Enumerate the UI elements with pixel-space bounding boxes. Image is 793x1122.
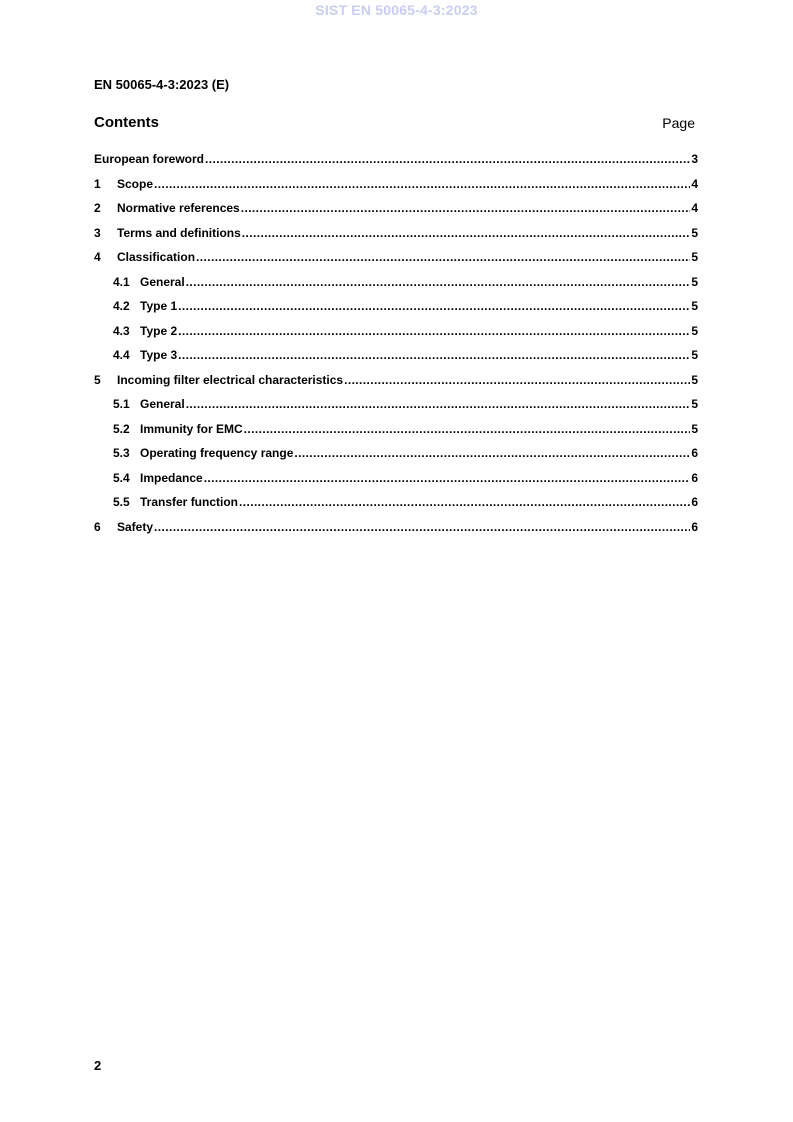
toc-entry[interactable] [94,299,698,324]
toc-entry[interactable] [94,275,698,300]
toc-dot-leader [178,324,690,338]
toc-entry[interactable] [94,373,698,398]
toc-entry-page: 5 [691,323,698,338]
toc-entry-title: Scope [117,176,154,191]
toc-entry-number: 1 [94,176,101,191]
toc-entry[interactable] [94,201,698,226]
toc-dot-leader [204,471,691,485]
toc-dot-leader [178,299,690,313]
page-number: 2 [94,1058,102,1073]
document-id: EN 50065-4-3:2023 (E) [94,77,230,92]
toc-entry-number: 5.2 [113,421,130,436]
toc-entry-number: 4.3 [113,323,130,338]
toc-entry-title: European foreword [94,152,205,166]
toc-entry[interactable] [94,226,698,251]
toc-dot-leader [294,446,690,460]
toc-entry-title: Impedance [140,470,203,485]
watermark-text: SIST EN 50065-4-3:2023 [315,2,478,18]
toc-entry-number: 5.3 [113,446,130,460]
toc-entry[interactable] [94,495,698,520]
toc-entry[interactable] [94,446,698,471]
toc-entry-page: 3 [691,152,698,166]
toc-entry-page: 6 [691,495,698,509]
toc-dot-leader [241,201,691,215]
toc-entry-number: 5.4 [113,470,130,485]
toc-entry-number: 6 [94,519,101,534]
toc-dot-leader [239,495,690,509]
toc-entry-number: 4.4 [113,348,130,362]
toc-entry[interactable] [94,250,698,275]
toc-entry-page: 6 [691,519,698,534]
toc-entry-title: Transfer function [140,495,239,509]
toc-entry-number: 4.1 [113,274,130,289]
toc-entry[interactable] [94,348,698,373]
toc-entry[interactable] [94,177,698,202]
toc-entry-title: Classification [117,250,196,264]
page-column-label: Page [662,115,695,131]
toc-dot-leader [154,520,690,534]
toc-entry[interactable] [94,397,698,422]
toc-entry-number: 2 [94,201,101,215]
toc-entry-page: 5 [691,250,698,264]
toc-dot-leader [154,177,690,191]
toc-dot-leader [244,422,691,436]
toc-entry-page: 4 [691,201,698,215]
toc-entry-title: Immunity for EMC [140,421,243,436]
toc-entry-number: 3 [94,225,101,240]
toc-dot-leader [344,373,690,387]
toc-entry-page: 6 [691,470,698,485]
contents-title: Contents [94,114,159,131]
toc-entry-title: General [140,274,185,289]
toc-entry-page: 5 [691,274,698,289]
toc-entry-title: Safety [117,519,154,534]
toc-entry-page: 5 [691,421,698,436]
toc-entry-number: 4 [94,250,101,264]
toc-entry-title: General [140,397,185,411]
toc-entry-number: 5 [94,372,101,387]
toc-entry[interactable] [94,152,698,177]
toc-entry-number: 5.5 [113,495,130,509]
toc-entry[interactable] [94,422,698,447]
toc-entry-title: Normative references [117,201,240,215]
toc-entry[interactable] [94,324,698,349]
toc-dot-leader [205,152,690,166]
toc-dot-leader [178,348,690,362]
toc-dot-leader [196,250,690,264]
toc-entry-title: Type 2 [140,323,178,338]
toc-entry[interactable] [94,520,698,545]
toc-entry-page: 5 [691,348,698,362]
toc-entry-number: 5.1 [113,397,130,411]
toc-entry-page: 4 [691,176,698,191]
toc-entry-page: 5 [691,372,698,387]
toc-dot-leader [242,226,691,240]
toc-entry-title: Operating frequency range [140,446,294,460]
toc-entry-title: Type 3 [140,348,178,362]
toc-entry[interactable] [94,471,698,496]
toc-entry-title: Terms and definitions [117,225,241,240]
toc-entry-title: Incoming filter electrical characteristics [117,372,344,387]
toc-entry-page: 5 [691,299,698,313]
table-of-contents [94,152,698,544]
toc-entry-page: 5 [691,397,698,411]
toc-entry-page: 6 [691,446,698,460]
toc-entry-title: Type 1 [140,299,178,313]
toc-entry-number: 4.2 [113,299,130,313]
toc-dot-leader [186,397,691,411]
toc-dot-leader [186,275,691,289]
toc-entry-page: 5 [691,225,698,240]
